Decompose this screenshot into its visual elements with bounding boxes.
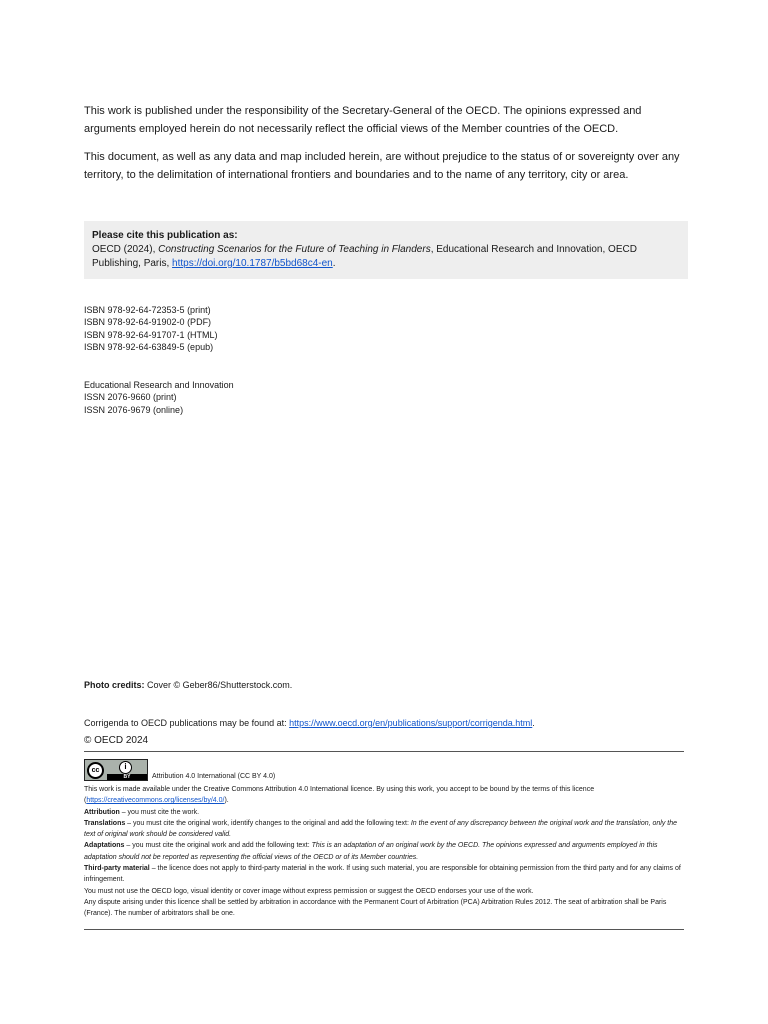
licence-third-party — [84, 863, 688, 886]
translations-italic: In the event of any discrepancy between the original work and the translation, only the text of original work should be considered valid. — [84, 819, 678, 839]
corrigenda-link[interactable]: https://www.oecd.org/en/publications/support/corrigenda.html — [289, 718, 533, 728]
series-name: Educational Research and Innovation — [84, 380, 234, 390]
corrigenda-line — [84, 718, 535, 728]
isbn-html: ISBN 978-92-64-91707-1 (HTML) — [84, 329, 218, 340]
translations-text: – you must cite the original work, identify changes to the original and add the following text: — [125, 819, 411, 827]
cc-badge-row — [84, 759, 275, 781]
issn-online: ISSN 2076-9679 (online) — [84, 404, 184, 415]
corrigenda-end: . — [532, 718, 535, 728]
licence-attribution — [84, 807, 688, 818]
citation-doi-link[interactable]: https://doi.org/10.1787/b5bd68c4-en — [172, 258, 333, 269]
licence-dispute: Any dispute arising under this licence shall be settled by arbitration in accordance with the Permanent Court of Arbitration (PCA) Arbitration Rules 2012. The seat of arbitration shall be Paris (France). The number of arbitrators shall be one. — [84, 898, 667, 918]
translations-label: Translations — [84, 819, 126, 827]
licence-top-divider — [84, 751, 684, 752]
licence-terms — [84, 784, 688, 920]
isbn-print: ISBN 978-92-64-72353-5 (print) — [84, 305, 211, 315]
disclaimer-paragraph-1: This work is published under the responsibility of the Secretary-General of the OECD. The opinions expressed and arguments employed herein do not necessarily reflect the official views of the Member countries of the OECD. — [84, 105, 642, 135]
series-info — [84, 379, 234, 416]
third-party-text: – the licence does not apply to third-party material in the work. If using such material, you are responsible for obtaining permission from the third party and for any claims of infringement. — [84, 865, 681, 884]
photo-credits-label: Photo credits: — [84, 680, 145, 690]
adaptations-italic: This is an adaptation of an original work by the OECD. The opinions expressed and arguments employed in this adaptation should not be reported as representing the official views of the OECD or of its Member countries. — [84, 842, 658, 861]
citation-title: Constructing Scenarios for the Future of Teaching in Flanders — [158, 244, 431, 255]
corrigenda-text: Corrigenda to OECD publications may be found at: — [84, 718, 290, 728]
cc-badge-label: Attribution 4.0 International (CC BY 4.0) — [152, 773, 276, 780]
attribution-label: Attribution — [84, 808, 120, 816]
licence-intro-text: This work is made available under the Creative Commons Attribution 4.0 International licence. By using this work, you accept to be bound by the terms of this licence ( — [84, 786, 595, 805]
copyright-notice: © OECD 2024 — [84, 735, 149, 746]
attribution-person-icon: i — [119, 761, 132, 774]
by-label-bar: BY — [107, 774, 147, 780]
adaptations-label: Adaptations — [84, 842, 125, 850]
isbn-epub: ISBN 978-92-64-63849-5 (epub) — [84, 341, 214, 352]
citation-suffix: , Educational Research and Innovation, OECD Publishing, Paris, — [92, 244, 637, 269]
attribution-text: – you must cite the work. — [119, 808, 200, 816]
licence-intro-end: ). — [224, 797, 229, 805]
photo-credits — [84, 680, 292, 690]
adaptations-text: – you must cite the original work and add the following text: — [124, 842, 312, 850]
licence-adaptations — [84, 840, 688, 863]
licence-url-link[interactable]: https://creativecommons.org/licenses/by/4.0/ — [86, 797, 225, 805]
citation-prefix: OECD (2024), — [92, 244, 159, 255]
photo-credits-text: Cover © Geber86/Shutterstock.com. — [144, 680, 293, 690]
cc-by-logo — [84, 759, 148, 781]
issn-print: ISSN 2076-9660 (print) — [84, 392, 177, 403]
licence-logo-usage: You must not use the OECD logo, visual identity or cover image without express permission or suggest the OECD endorses your use of the work. — [84, 887, 534, 895]
citation-box — [84, 221, 688, 279]
citation-label: Please cite this publication as: — [92, 230, 238, 241]
third-party-label: Third-party material — [84, 865, 150, 873]
licence-intro — [84, 784, 688, 807]
licence-translations — [84, 818, 688, 841]
isbn-pdf: ISBN 978-92-64-91902-0 (PDF) — [84, 317, 212, 328]
isbn-list — [84, 304, 218, 353]
citation-end: . — [332, 258, 336, 269]
cc-icon: cc — [87, 762, 104, 779]
disclaimer-paragraph-2: This document, as well as any data and map included herein, are without prejudice to the status of or sovereignty over any territory, to the delimitation of international frontiers and boundaries and to the name of any territory, city or area. — [84, 151, 680, 181]
licence-bottom-divider — [84, 929, 684, 930]
